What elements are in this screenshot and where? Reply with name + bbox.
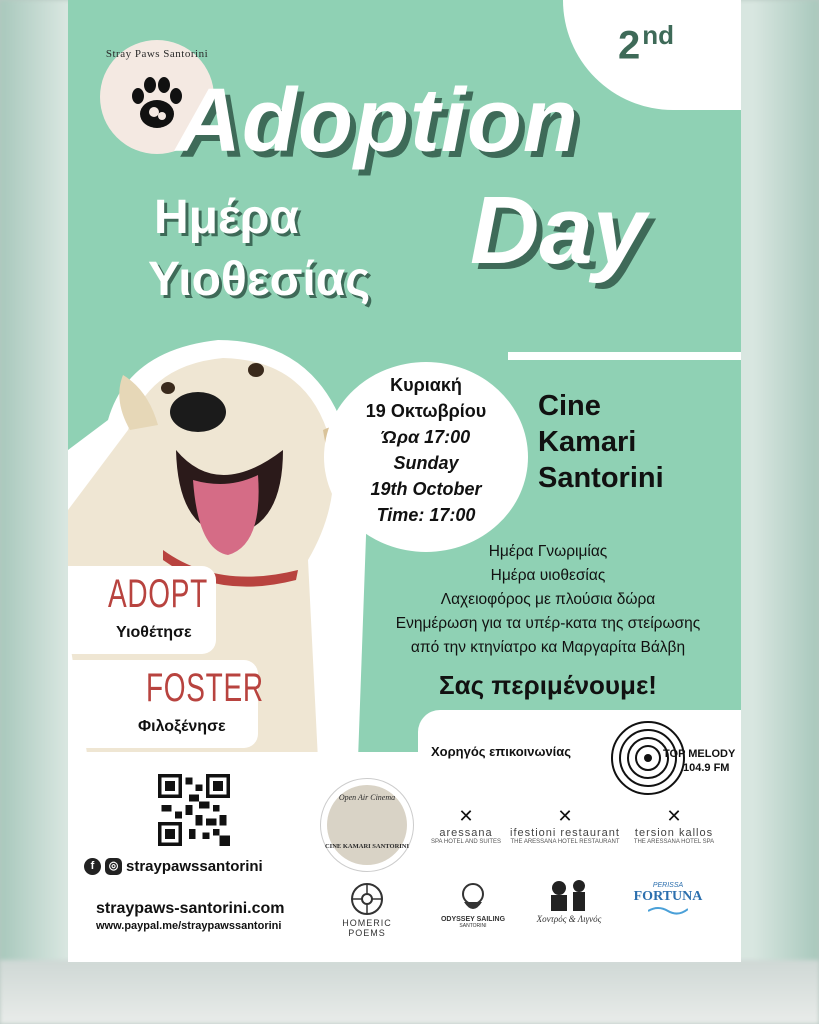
event-en-day: Sunday xyxy=(393,453,459,473)
adopt-greek-label: Υιοθέτησε xyxy=(116,624,192,641)
edition-label: 2nd xyxy=(618,20,675,68)
waiting-message: Σας περιμένουμε! xyxy=(439,670,657,700)
social-handle-text: straypawssantorini xyxy=(126,858,263,875)
top-melody-name: TOP MELODY xyxy=(663,748,736,760)
adopt-tag xyxy=(68,566,216,654)
cine-logo-bottom: CINE KAMARI SANTORINI xyxy=(324,843,410,850)
title-greek-line2: Υιοθεσίας xyxy=(148,253,371,306)
wave-icon xyxy=(648,905,688,915)
foster-label: FOSTER xyxy=(146,666,264,710)
venue-line3: Santorini xyxy=(538,462,664,494)
tersion-logo: ✕ tersion kallos THE ARESSANA HOTEL SPA xyxy=(628,806,720,845)
title-adoption: Adoption xyxy=(176,71,579,171)
activity-item: Λαχειοφόρος με πλούσια δώρα xyxy=(440,591,656,608)
paypal-link[interactable]: www.paypal.me/straypawssantorini xyxy=(96,920,282,932)
activities-list xyxy=(368,540,728,660)
kontros-lignos-icon xyxy=(541,878,597,912)
ifestioni-mark-icon: ✕ xyxy=(557,806,573,826)
activity-item: Ημέρα υιοθεσίας xyxy=(490,567,606,584)
top-melody-frequency: 104.9 FM xyxy=(683,762,730,774)
tersion-mark-icon: ✕ xyxy=(666,806,682,826)
venue-line2: Kamari xyxy=(538,426,637,458)
cine-kamari-logo xyxy=(320,778,414,872)
homeric-flower-icon xyxy=(350,882,384,916)
event-en-time: Time: 17:00 xyxy=(376,505,476,525)
sponsor-label: Χορηγός επικοινωνίας xyxy=(431,744,572,759)
kontros-lignos-logo: Χοντρός & Λιγνός xyxy=(526,878,612,924)
activity-item: Ημέρα Γνωριμίας xyxy=(488,543,608,560)
foster-tag xyxy=(68,660,264,748)
activity-item: από την κτηνίατρο κα Μαργαρίτα Βάλβη xyxy=(410,639,686,656)
homeric-poems-logo: HOMERIC POEMS xyxy=(322,882,412,938)
foster-greek-label: Φιλοξένησε xyxy=(138,718,226,735)
social-handle[interactable] xyxy=(84,858,263,875)
event-datetime xyxy=(324,372,528,528)
facebook-icon[interactable]: f xyxy=(84,858,101,875)
perissa-fortuna-logo: PERISSA FORTUNA xyxy=(623,882,713,917)
venue-line1: Cine xyxy=(538,390,601,422)
aressana-logo: ✕ aressana SPA HOTEL AND SUITES xyxy=(426,806,506,845)
adopt-label: ADOPT xyxy=(108,572,208,616)
odyssey-sailing-logo: ODYSSEY SAILING SANTORINI xyxy=(430,882,516,929)
odyssey-head-icon xyxy=(458,882,488,914)
instagram-icon[interactable]: ◎ xyxy=(105,858,122,875)
aressana-mark-icon: ✕ xyxy=(458,806,474,826)
event-en-date: 19th October xyxy=(370,479,482,499)
logo-text: Stray Paws Santorini xyxy=(105,48,209,60)
cine-logo-top: Open Air Cinema xyxy=(338,793,396,802)
event-greek-time: Ώρα 17:00 xyxy=(381,427,471,447)
title-day: Day xyxy=(470,177,647,284)
event-greek-day: Κυριακή xyxy=(390,375,462,395)
poster xyxy=(68,0,741,962)
qr-code[interactable] xyxy=(158,774,230,846)
event-greek-date: 19 Οκτωβρίου xyxy=(365,401,487,421)
website-link[interactable]: straypaws-santorini.com xyxy=(96,900,285,917)
activity-item: Ενημέρωση για τα υπέρ-κατα της στείρωσης xyxy=(395,615,701,632)
venue xyxy=(538,388,664,496)
title-greek-line1: Ημέρα xyxy=(154,191,299,244)
ifestioni-logo: ✕ ifestioni restaurant THE ARESSANA HOTEL RESTAURANT xyxy=(510,806,620,845)
